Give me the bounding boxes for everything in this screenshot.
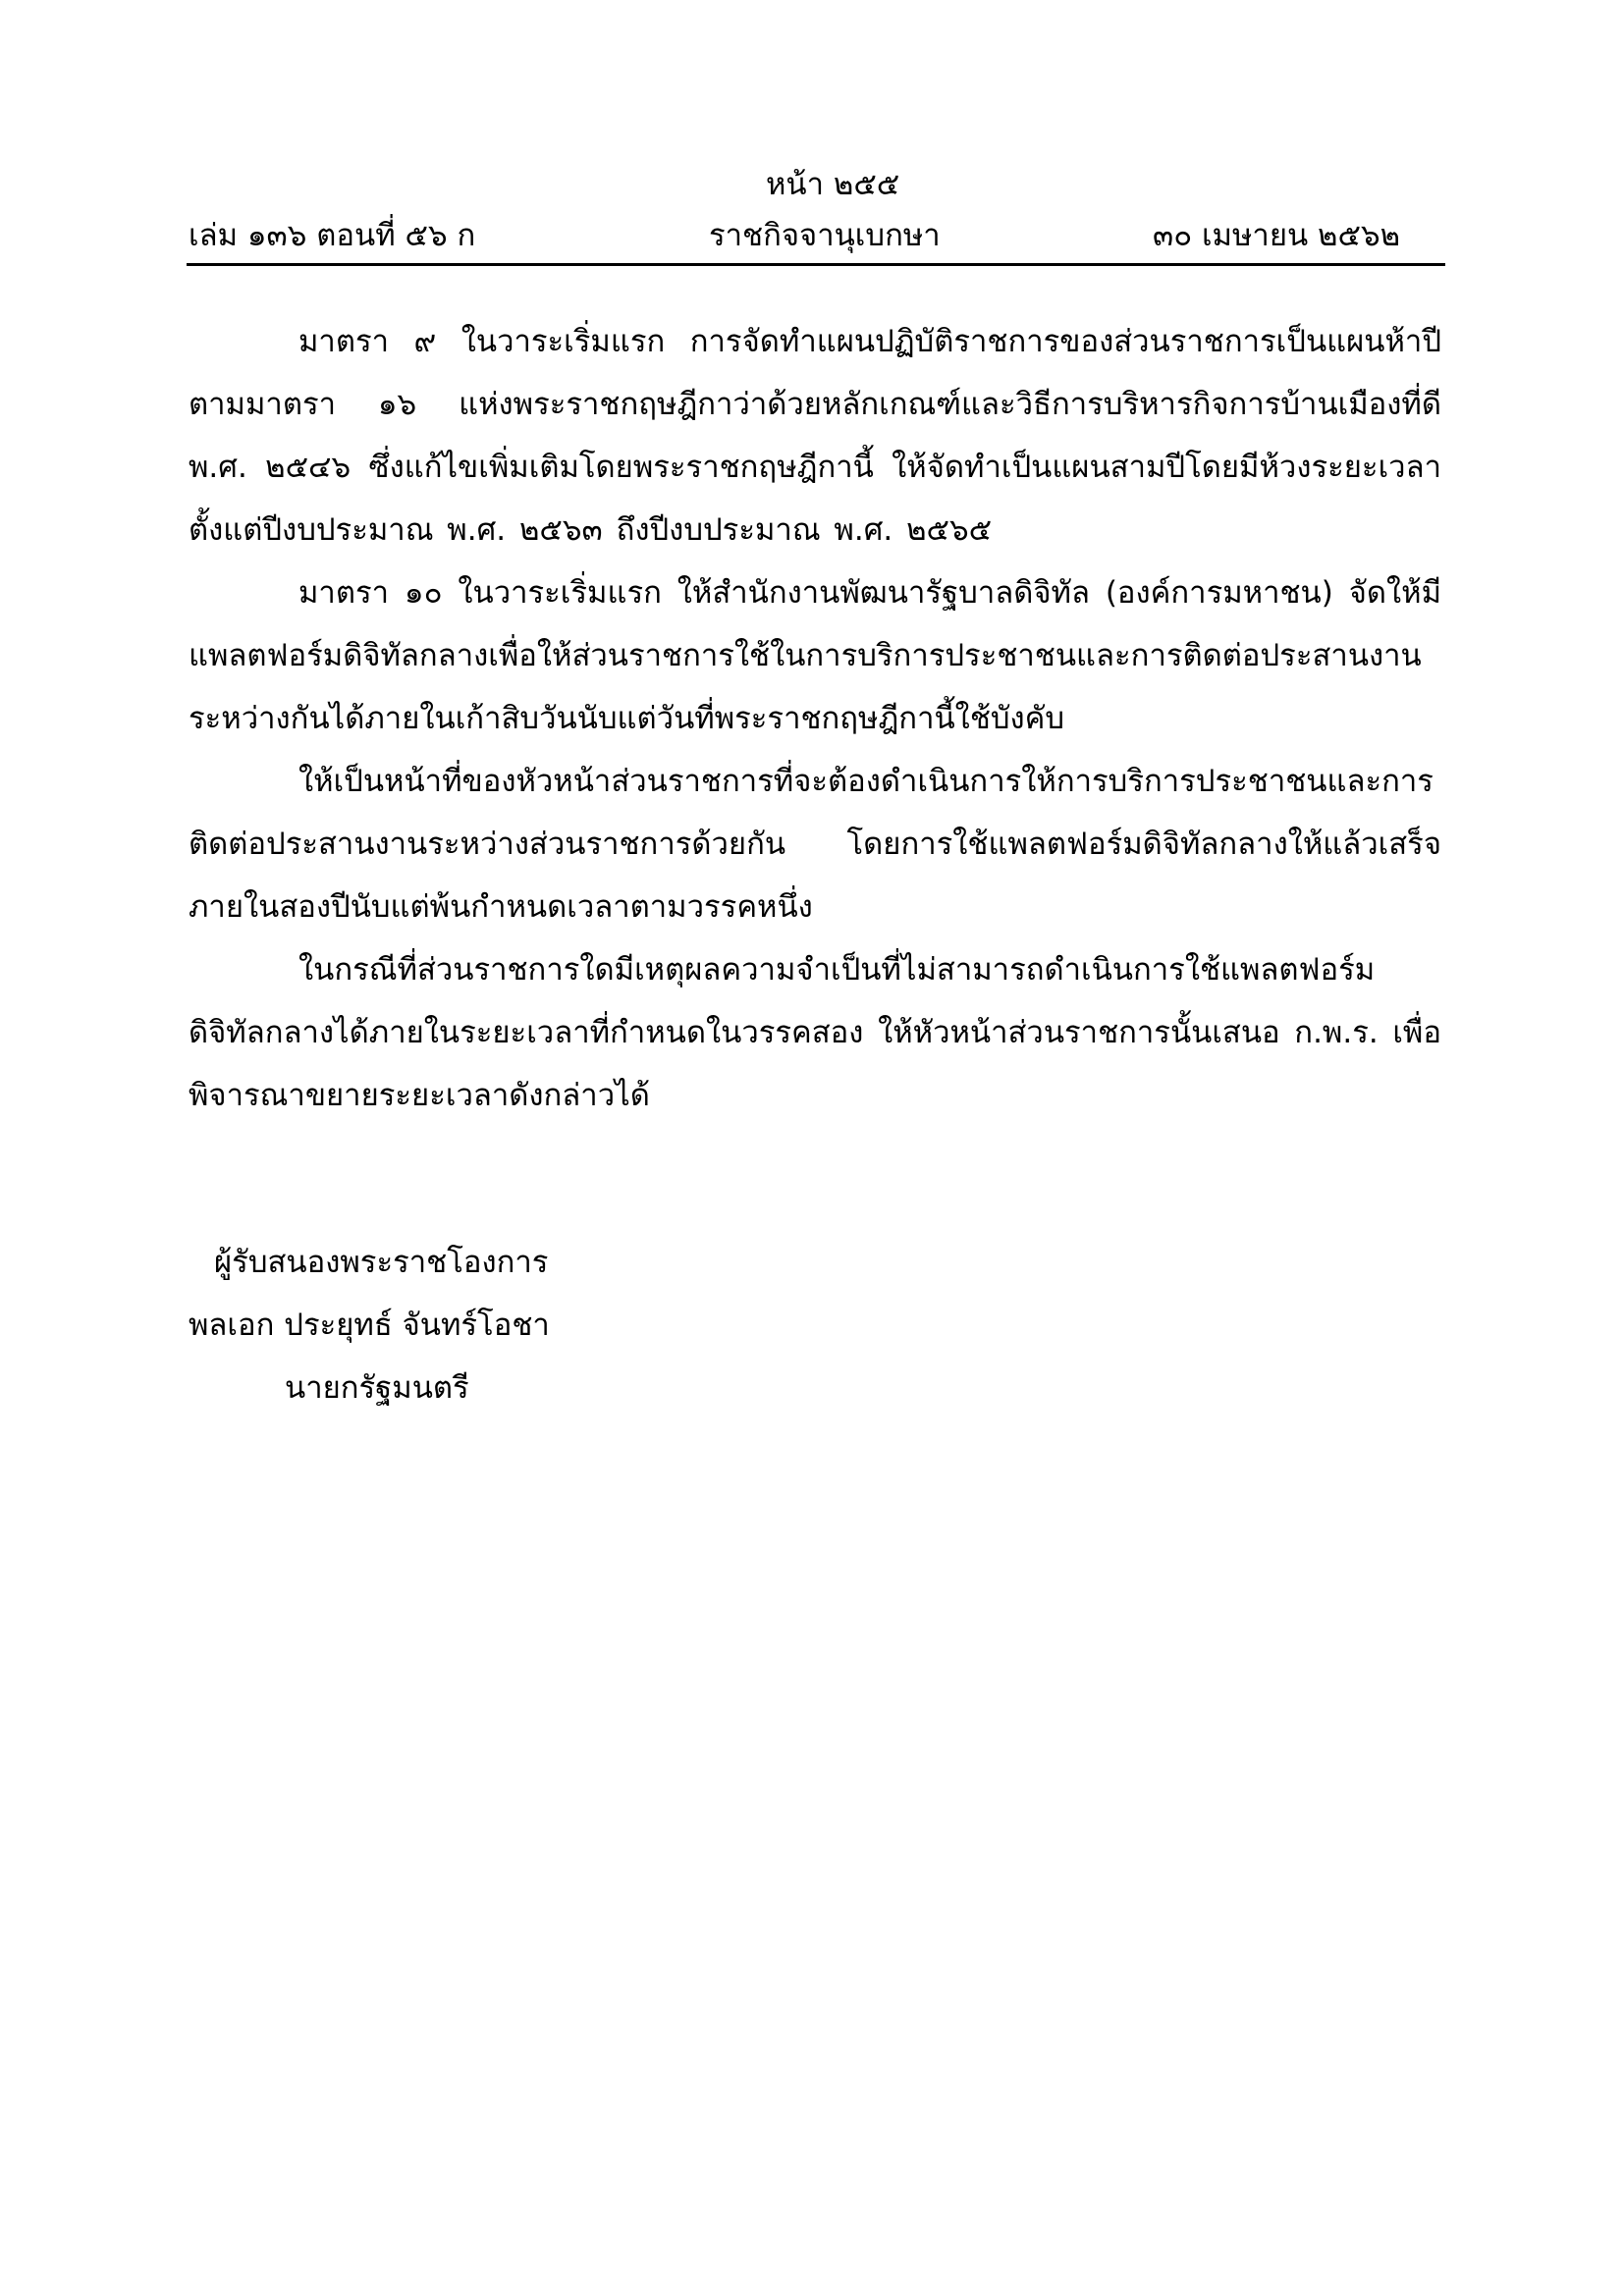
document-body <box>189 310 1441 1127</box>
duty-paragraph: ให้เป็นหน้าที่ของหัวหน้าส่วนราชการที่จะต้องดำเนินการให้การบริการประชาชนและการติดต่อประสานงานระหว่างส่วนราชการด้วยกัน โดยการใช้แพลตฟอร์มดิจิทัลกลางให้แล้วเสร็จภายในสองปีนับแต่พ้นกำหนดเวลาตามวรรคหนึ่ง <box>189 764 1441 925</box>
page-number: หน้า ๒๕๕ <box>766 167 900 202</box>
section-9-paragraph: มาตรา ๙ ในวาระเริ่มแรก การจัดทำแผนปฏิบัติราชการของส่วนราชการเป็นแผนห้าปี ตามมาตรา ๑๖ แห่งพระราชกฤษฎีกาว่าด้วยหลักเกณฑ์และวิธีการบริหารกิจการบ้านเมืองที่ดี พ.ศ. ๒๕๔๖ ซึ่งแก้ไขเพิ่มเติมโดยพระราชกฤษฎีกานี้ ให้จัดทำเป็นแผนสามปีโดยมีห้วงระยะเวลาตั้งแต่ปีงบประมาณ พ.ศ. ๒๕๖๓ ถึงปีงบประมาณ พ.ศ. ๒๕๖๕ <box>189 324 1441 548</box>
section-10-paragraph: มาตรา ๑๐ ในวาระเริ่มแรก ให้สำนักงานพัฒนารัฐบาลดิจิทัล (องค์การมหาชน) จัดให้มีแพลตฟอร์มดิจิทัลกลางเพื่อให้ส่วนราชการใช้ในการบริการประชาชนและการติดต่อประสานงานระหว่างกันได้ภายในเก้าสิบวันนับแต่วันที่พระราชกฤษฎีกานี้ใช้บังคับ <box>189 575 1441 736</box>
extension-paragraph: ในกรณีที่ส่วนราชการใดมีเหตุผลความจำเป็นที่ไม่สามารถดำเนินการใช้แพลตฟอร์มดิจิทัลกลางได้ภายในระยะเวลาที่กำหนดในวรรคสอง ให้หัวหน้าส่วนราชการนั้นเสนอ ก.พ.ร. เพื่อพิจารณาขยายระยะเวลาดังกล่าวได้ <box>189 952 1441 1113</box>
signatory-position: นายกรัฐมนตรี <box>285 1370 469 1406</box>
countersign-title: ผู้รับสนองพระราชโองการ <box>214 1245 549 1280</box>
volume-issue: เล่ม ๑๓๖ ตอนที่ ๕๖ ก <box>189 218 476 253</box>
signatory-name: พลเอก ประยุทธ์ จันทร์โอชา <box>189 1308 550 1343</box>
header-divider <box>187 263 1445 266</box>
publication-date: ๓๐ เมษายน ๒๕๖๒ <box>1153 218 1401 253</box>
publication-title: ราชกิจจานุเบกษา <box>709 218 941 253</box>
